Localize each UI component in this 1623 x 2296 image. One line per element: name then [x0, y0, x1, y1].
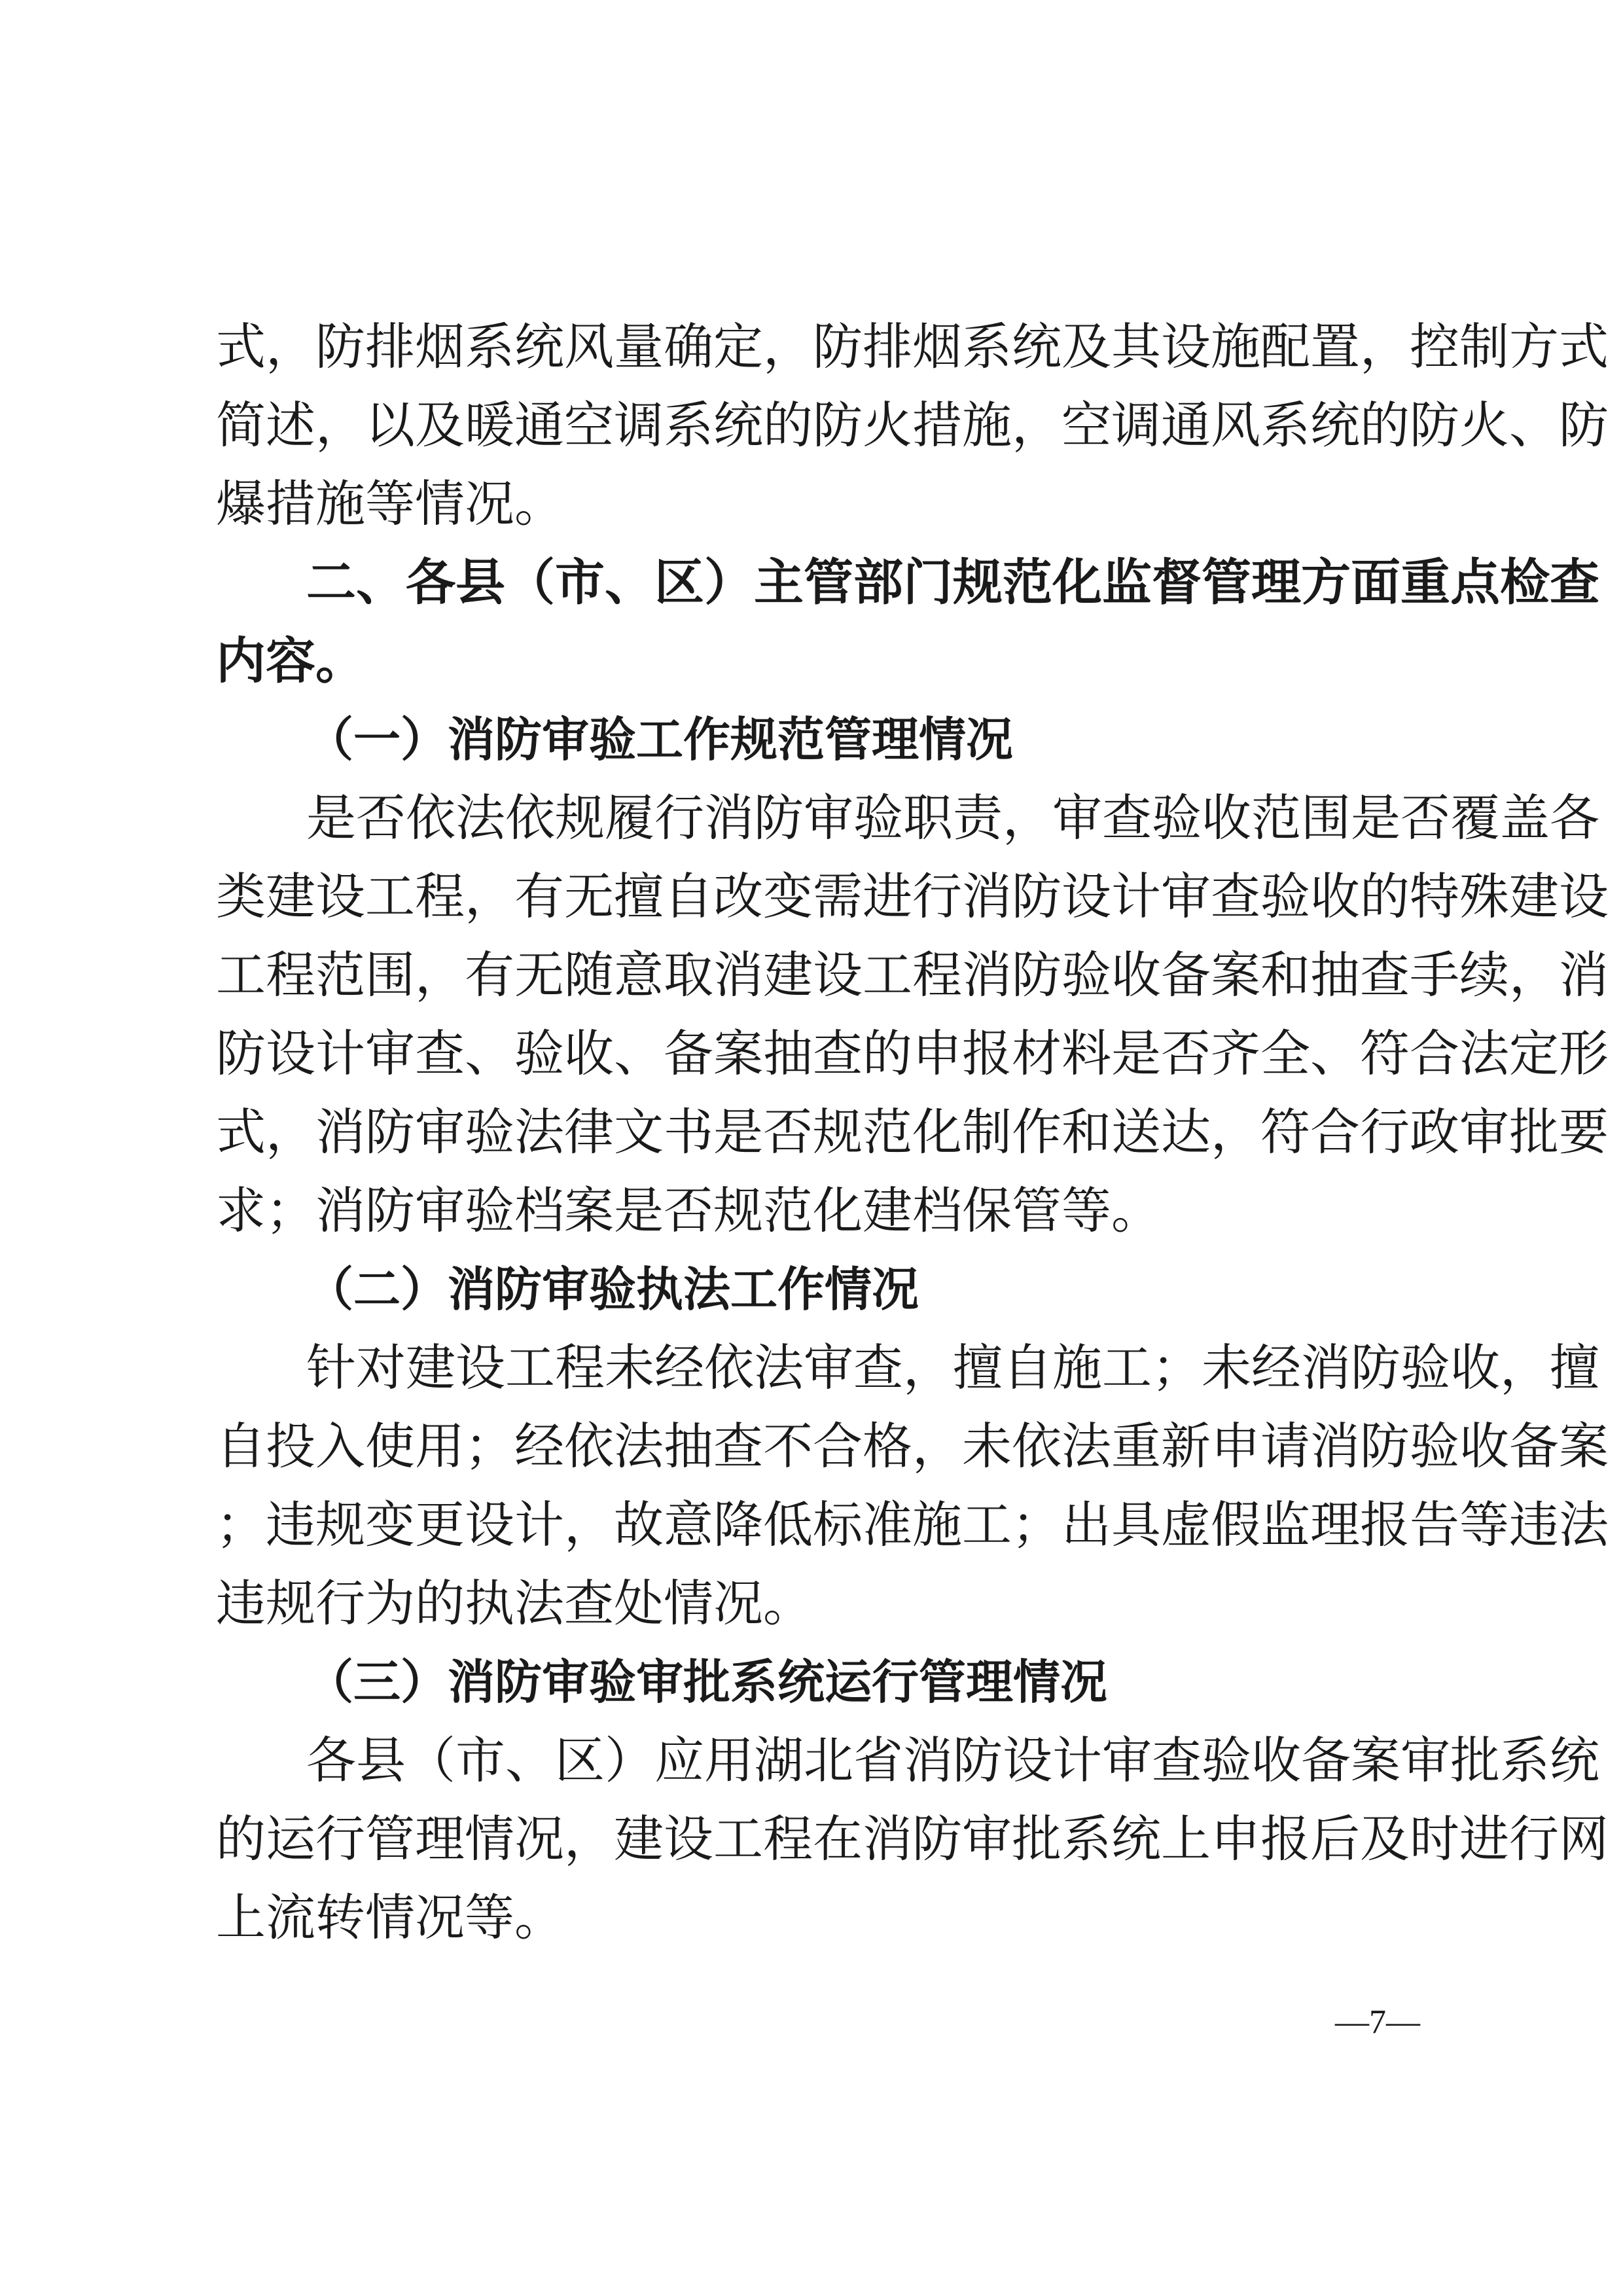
body-line: ；违规变更设计，故意降低标准施工；出具虚假监理报告等违法 — [216, 1496, 1609, 1554]
subsection-title: （三）消防审验审批系统运行管理情况 — [306, 1655, 1108, 1710]
section-heading: 内容。 — [216, 632, 365, 690]
body-line: 简述，以及暖通空调系统的防火措施，空调通风系统的防火、防 — [216, 396, 1609, 454]
body-line: 防设计审查、验收、备案抽查的申报材料是否齐全、符合法定形 — [216, 1024, 1609, 1083]
body-line: 自投入使用；经依法抽查不合格，未依法重新申请消防验收备案 — [216, 1417, 1609, 1475]
body-line: 是否依法依规履行消防审验职责，审查验收范围是否覆盖各 — [306, 789, 1599, 847]
subsection-title: （二）消防审验执法工作情况 — [306, 1262, 919, 1317]
body-line: 上流转情况等。 — [216, 1888, 564, 1946]
body-line: 各县（市、区）应用湖北省消防设计审查验收备案审批系统 — [306, 1731, 1599, 1789]
body-line: 工程范围，有无随意取消建设工程消防验收备案和抽查手续，消 — [216, 946, 1609, 1004]
body-line: 式，消防审验法律文书是否规范化制作和送达，符合行政审批要 — [216, 1103, 1609, 1161]
body-line: 爆措施等情况。 — [216, 475, 564, 533]
page-number: —7— — [1335, 2003, 1420, 2041]
subsection-title: （一）消防审验工作规范管理情况 — [306, 712, 1014, 767]
body-line: 式，防排烟系统风量确定，防排烟系统及其设施配置，控制方式 — [216, 317, 1609, 376]
body-line: 的运行管理情况，建设工程在消防审批系统上申报后及时进行网 — [216, 1810, 1609, 1868]
section-heading: 二、各县（市、区）主管部门规范化监督管理方面重点检查 — [306, 553, 1599, 611]
body-line: 针对建设工程未经依法审查，擅自施工；未经消防验收，擅 — [306, 1338, 1599, 1397]
body-line: 类建设工程，有无擅自改变需进行消防设计审查验收的特殊建设 — [216, 867, 1609, 925]
body-line: 求；消防审验档案是否规范化建档保管等。 — [216, 1181, 1161, 1240]
body-line: 违规行为的执法查处情况。 — [216, 1574, 813, 1632]
